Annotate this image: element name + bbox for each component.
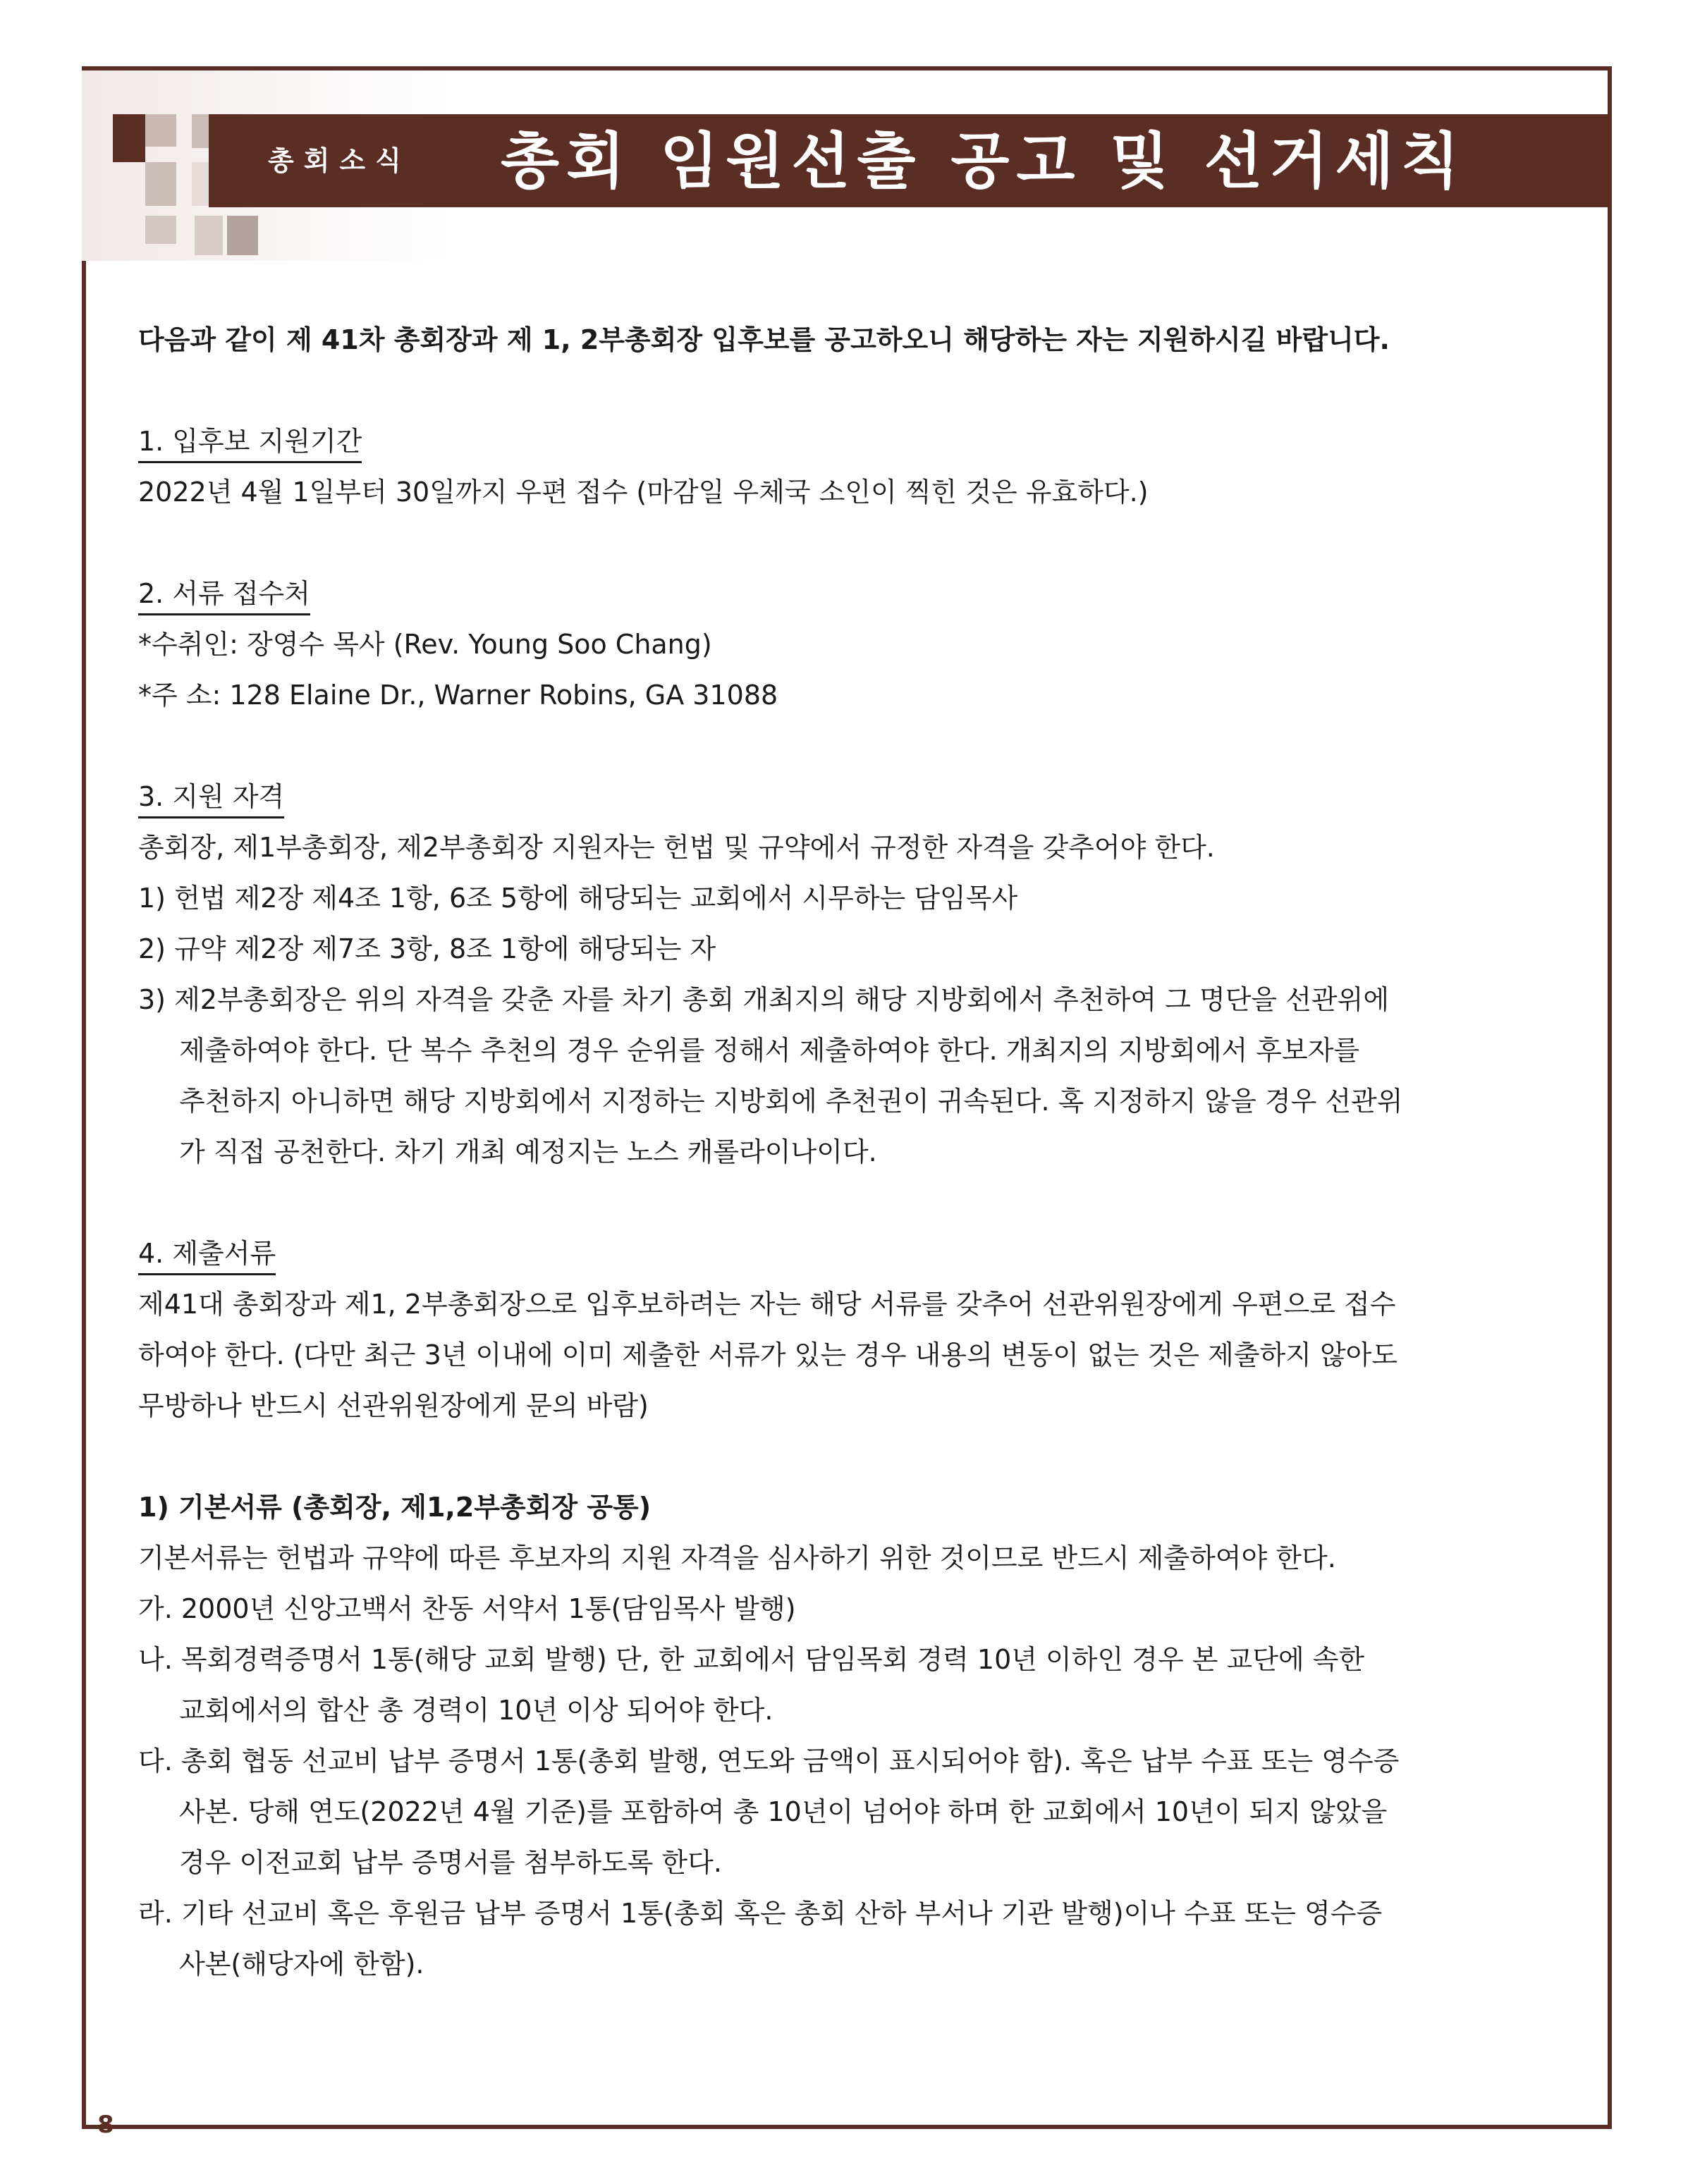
address-text: *주 소: 128 Elaine Dr., Warner Robins, GA 31088 (138, 680, 778, 711)
qualification-line: 추천하지 아니하면 해당 지방회에서 지정하는 지방회에 추천권이 귀속된다. 혹 지정하지 않을 경우 선관위 (179, 1086, 1403, 1117)
page-title: 총회 임원선출 공고 및 선거세칙 (501, 126, 1467, 197)
qualification-line: 제출하여야 한다. 단 복수 추천의 경우 순위를 정해서 제출하여야 한다. 개최지의 지방회에서 후보자를 (179, 1035, 1360, 1066)
qualification-line: 3) 제2부총회장은 위의 자격을 갖춘 자를 차기 총회 개최지의 해당 지방회에서 추천하여 그 명단을 선관위에 (138, 984, 1390, 1015)
recipient-text: *수취인: 장영수 목사 (Rev. Young Soo Chang) (138, 629, 712, 660)
basic-line: 가. 2000년 신앙고백서 찬동 서약서 1통(담임목사 발행) (138, 1593, 796, 1624)
basic-line: 기본서류는 헌법과 규약에 따른 후보자의 지원 자격을 심사하기 위한 것이므로 반드시 제출하여야 한다. (138, 1542, 1336, 1573)
basic-line: 사본(해당자에 한함). (179, 1949, 424, 1980)
qualification-line: 2) 규약 제2장 제7조 3항, 8조 1항에 해당되는 자 (138, 933, 716, 964)
basic-line: 교회에서의 합산 총 경력이 10년 이상 되어야 한다. (179, 1695, 773, 1726)
page-number: 8 (97, 2111, 114, 2139)
qualification-line: 1) 헌법 제2장 제4조 1항, 6조 5항에 해당되는 교회에서 시무하는 담임목사 (138, 883, 1018, 914)
section-heading-qualification: 3. 지원 자격 (138, 771, 1577, 822)
section-heading-period: 1. 입후보 지원기간 (138, 416, 1577, 467)
section-heading-basic: 1) 기본서류 (총회장, 제1,2부총회장 공통) (138, 1492, 652, 1523)
section-category: 총회소식 (268, 145, 411, 176)
intro-text: 다음과 같이 제 41차 총회장과 제 1, 2부총회장 입후보를 공고하오니 해당하는 자는 지원하시길 바랍니다. (138, 324, 1390, 355)
documents-line: 무방하나 반드시 선관위원장에게 문의 바람) (138, 1390, 649, 1421)
documents-line: 하여야 한다. (다만 최근 3년 이내에 이미 제출한 서류가 있는 경우 내용의 변동이 없는 것은 제출하지 않아도 (138, 1339, 1398, 1370)
qualification-line: 가 직접 공천한다. 차기 개최 예정지는 노스 캐롤라이나이다. (179, 1136, 877, 1167)
section-heading-office: 2. 서류 접수처 (138, 568, 1577, 619)
period-text: 2022년 4월 1일부터 30일까지 우편 접수 (마감일 우체국 소인이 찍힌 것은 유효하다.) (138, 477, 1149, 508)
documents-line: 제41대 총회장과 제1, 2부총회장으로 입후보하려는 자는 해당 서류를 갖추어 선관위원장에게 우편으로 접수 (138, 1289, 1396, 1320)
basic-line: 경우 이전교회 납부 증명서를 첨부하도록 한다. (179, 1847, 722, 1878)
qualification-line: 총회장, 제1부총회장, 제2부총회장 지원자는 헌법 및 규약에서 규정한 자격을 갖추어야 한다. (138, 832, 1215, 863)
basic-line: 사본. 당해 연도(2022년 4월 기준)를 포함하여 총 10년이 넘어야 하며 한 교회에서 10년이 되지 않았을 (179, 1796, 1388, 1827)
document-body (138, 314, 1577, 1989)
basic-line: 다. 총회 협동 선교비 납부 증명서 1통(총회 발행, 연도와 금액이 표시되어야 함). 혹은 납부 수표 또는 영수증 (138, 1746, 1400, 1777)
basic-line: 라. 기타 선교비 혹은 후원금 납부 증명서 1통(총회 혹은 총회 산하 부서나 기관 발행)이나 수표 또는 영수증 (138, 1898, 1383, 1929)
basic-line: 나. 목회경력증명서 1통(해당 교회 발행) 단, 한 교회에서 담임목회 경력 10년 이하인 경우 본 교단에 속한 (138, 1644, 1365, 1675)
section-heading-documents: 4. 제출서류 (138, 1228, 1577, 1279)
